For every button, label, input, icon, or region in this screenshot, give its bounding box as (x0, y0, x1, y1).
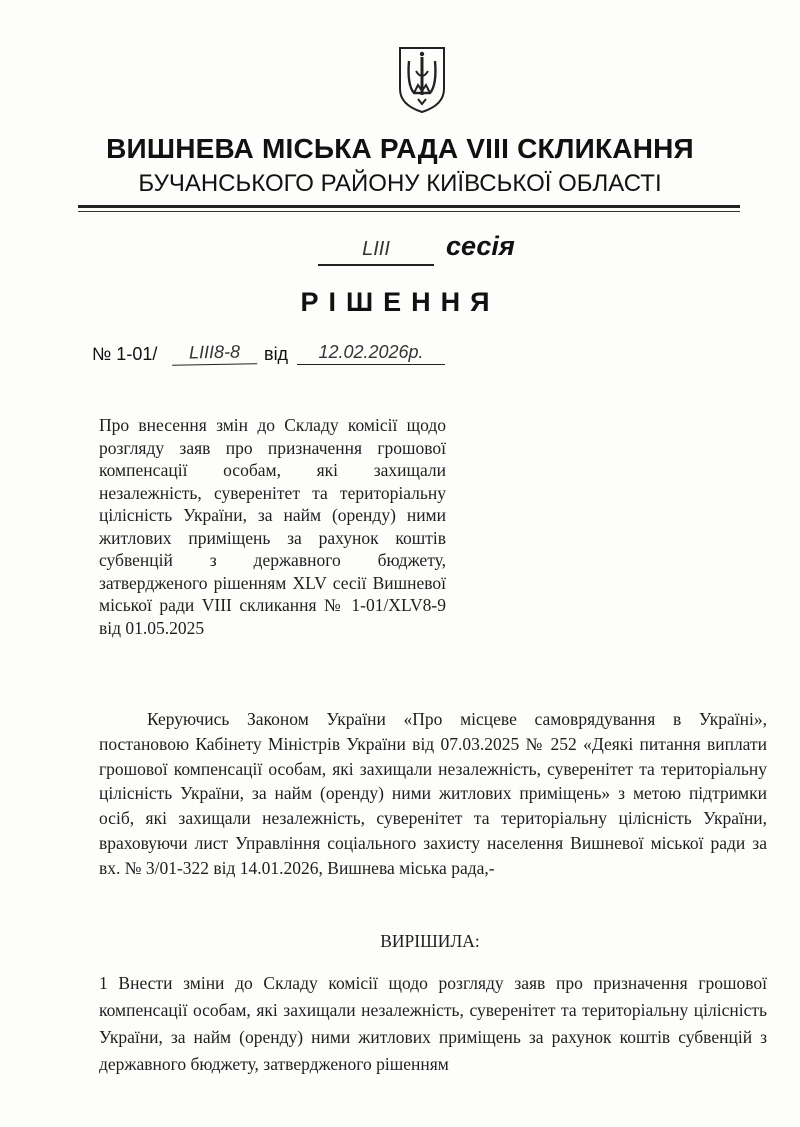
decision-item: 1 Внести зміни до Складу комісії щодо розгляду заяв про призначення грошової компенсації особам, які захищали незалежність, суверенітет та територіальну цілісність України, за найм (оренду) ними житлових приміщень за рахунок коштів субвенцій з державного бюджету, затвердженого рішенням (99, 973, 767, 1074)
decision-heading: РІШЕННЯ (300, 287, 500, 317)
decision-number-field: LIII8-8 (172, 341, 257, 365)
decision-number-row (92, 342, 552, 370)
header-divider-thick (78, 205, 740, 208)
trident-coat-of-arms-icon (396, 45, 448, 115)
resolved-heading: ВИРІШИЛА: (380, 931, 480, 951)
session-label: сесія (446, 231, 515, 261)
district-line: БУЧАНСЬКОГО РАЙОНУ КИЇВСЬКОЇ ОБЛАСТІ (138, 170, 662, 197)
preamble-text: Керуючись Законом України «Про місцеве самоврядування в Україні», постановою Кабінету Міністрів України від 07.03.2025 № 252 «Деякі питання виплати грошової компенсації особам, які захищали незалежність, суверенітет та територіальну цілісність України, за найм (оренду) ними житлових приміщень» з метою підтримки осіб, які захищали незалежність, суверенітет та територіальну цілісність України, враховуючи лист Управління соціального захисту населення Вишневої міської ради за вх. № 3/01-322 від 14.01.2026, Вишнева міська рада,- (99, 709, 767, 878)
decision-number-prefix: № 1-01/ (92, 344, 158, 364)
decision-subject: Про внесення змін до Складу комісії щодо розгляду заяв про призначення грошової компенсації особам, які захищали незалежність, суверенітет та територіальну цілісність України, за найм (оренду) ними житлових приміщень за рахунок коштів субвенцій з державного бюджету, затвердженого рішенням XLV сесії Вишневої міської ради VIII скликання № 1-01/XLV8-9 від 01.05.2025 (99, 415, 446, 638)
session-number-field: LIII (318, 238, 434, 266)
header-divider-thin (78, 211, 740, 212)
decision-date-field: 12.02.2026р. (297, 342, 445, 365)
decision-date-prefix: від (264, 344, 289, 364)
council-title: ВИШНЕВА МІСЬКА РАДА VIII СКЛИКАННЯ (106, 133, 694, 164)
preamble-paragraph (99, 707, 767, 881)
